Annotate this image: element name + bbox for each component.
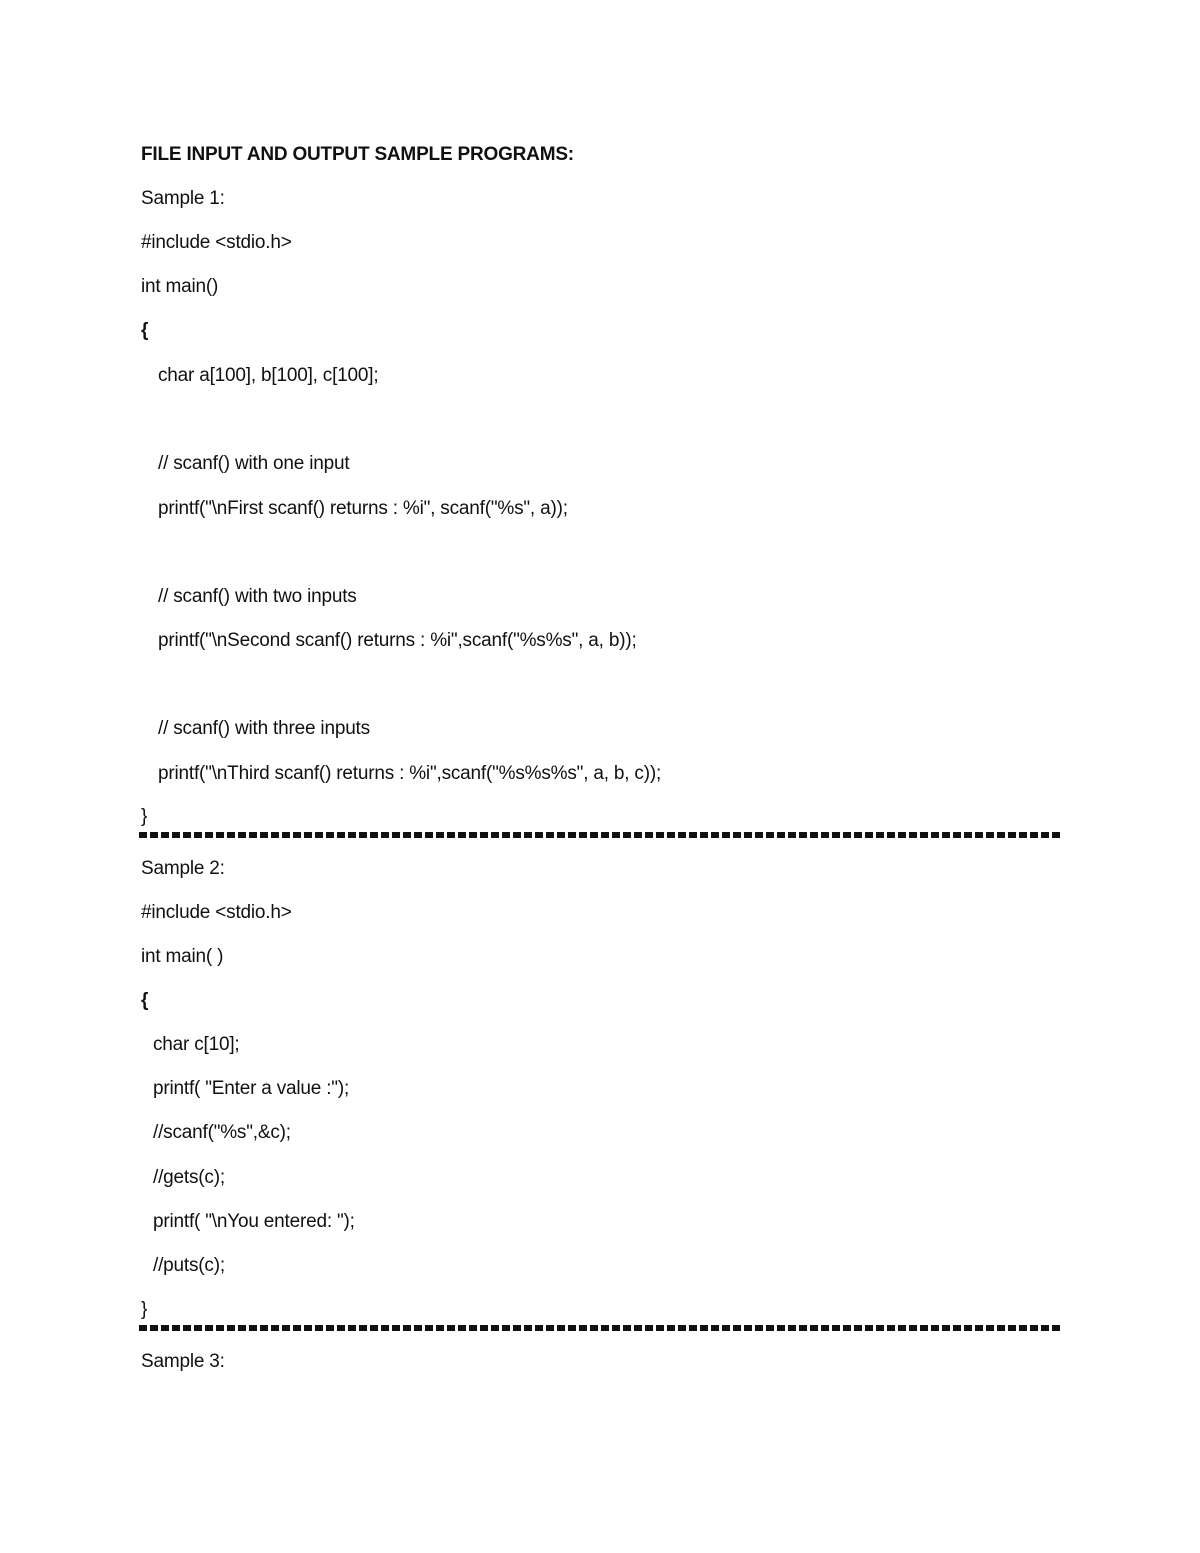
sample-2-close-brace: }: [141, 1299, 148, 1320]
sample-2-main-signature: int main( ): [141, 946, 224, 967]
sample-1-printf-second: printf("\nSecond scanf() returns : %i",scanf("%s%s", a, b));: [158, 630, 637, 651]
section-divider-1: [139, 832, 1062, 838]
sample-1-comment-three-inputs: // scanf() with three inputs: [158, 718, 370, 739]
sample-2-heading: Sample 2:: [141, 858, 225, 879]
sample-3-heading: Sample 3:: [141, 1351, 225, 1372]
sample-2-gets-comment: //gets(c);: [153, 1167, 225, 1188]
sample-2-printf-prompt: printf( "Enter a value :");: [153, 1078, 350, 1099]
sample-1-comment-one-input: // scanf() with one input: [158, 453, 350, 474]
sample-2-puts-comment: //puts(c);: [153, 1255, 225, 1276]
sample-2-printf-entered: printf( "\nYou entered: ");: [153, 1211, 355, 1232]
sample-1-include-line: #include <stdio.h>: [141, 232, 292, 253]
sample-1-main-signature: int main(): [141, 276, 219, 297]
sample-2-include-line: #include <stdio.h>: [141, 902, 292, 923]
sample-2-open-brace: {: [141, 990, 149, 1011]
sample-1-heading: Sample 1:: [141, 188, 225, 209]
sample-1-comment-two-inputs: // scanf() with two inputs: [158, 586, 357, 607]
sample-1-declaration-line: char a[100], b[100], c[100];: [158, 365, 379, 386]
section-divider-2: [139, 1325, 1062, 1331]
sample-2-scanf-comment: //scanf("%s",&c);: [153, 1122, 291, 1143]
sample-1-close-brace: }: [141, 806, 148, 827]
document-title: FILE INPUT AND OUTPUT SAMPLE PROGRAMS:: [141, 144, 574, 165]
sample-2-declaration-line: char c[10];: [153, 1034, 240, 1055]
sample-1-open-brace: {: [141, 320, 149, 341]
sample-1-printf-first: printf("\nFirst scanf() returns : %i", scanf("%s", a));: [158, 498, 568, 519]
sample-1-printf-third: printf("\nThird scanf() returns : %i",scanf("%s%s%s", a, b, c));: [158, 763, 662, 784]
